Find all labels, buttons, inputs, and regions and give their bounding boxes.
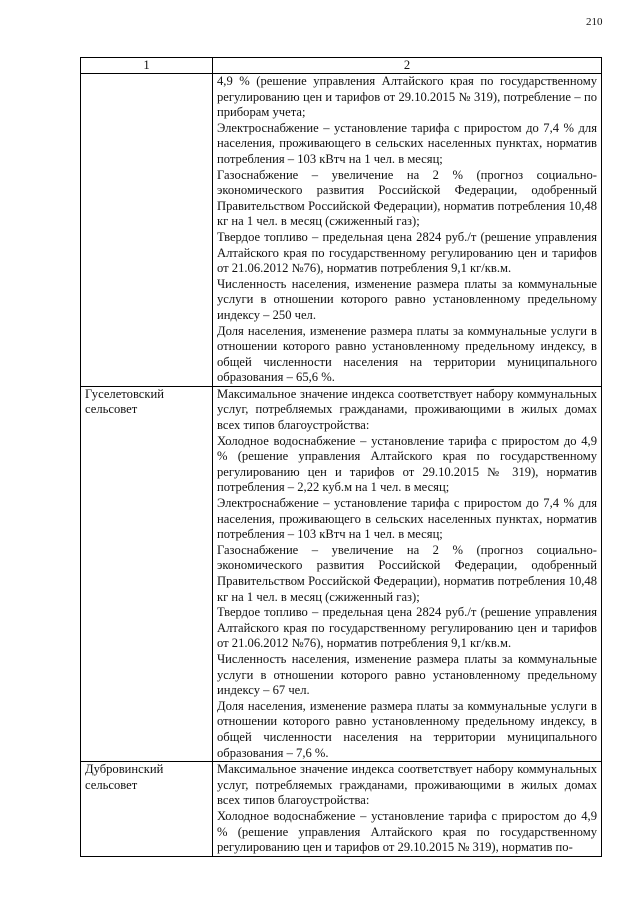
municipality-name: Дубровинский сельсовет	[81, 762, 213, 857]
paragraph: Доля населения, изменение размера платы за коммунальные услуги в отношении которого равно установленному предельному индексу, в общей численности населения на территории муниципального образования – 7,6 %.	[217, 698, 597, 760]
table-row	[81, 762, 602, 857]
paragraph: Максимальное значение индекса соответствует набору коммунальных услуг, потребляемых гражданами, проживающими в жилых домах всех типов благоустройства:	[217, 386, 597, 433]
row-description	[213, 762, 602, 857]
paragraph: Твердое топливо – предельная цена 2824 руб./т (решение управления Алтайского края по государственному регулированию цен и тарифов от 21.06.2012 №76), норматив потребления 9,1 кг/кв.м.	[217, 229, 597, 276]
column-header-2: 2	[213, 58, 602, 74]
paragraph: 4,9 % (решение управления Алтайского края по государственному регулированию цен и тарифов от 29.10.2015 № 319), потребление – по приборам учета;	[217, 74, 597, 120]
index-table	[80, 57, 602, 857]
paragraph: Холодное водоснабжение – установление тарифа с приростом до 4,9 % (решение управления Алтайского края по государственному регулированию цен и тарифов от 29.10.2015 № 319), норматив потребления – 2,22 куб.м на 1 чел. в месяц;	[217, 433, 597, 495]
row-description	[213, 74, 602, 387]
paragraph: Численность населения, изменение размера платы за коммунальные услуги в отношении которого равно установленному предельному индексу – 250 чел.	[217, 276, 597, 322]
paragraph: Электроснабжение – установление тарифа с приростом до 7,4 % для населения, проживающего в сельских населенных пунктах, норматив потребления – 103 кВтч на 1 чел. в месяц;	[217, 120, 597, 166]
municipality-name: Гуселетовский сельсовет	[81, 386, 213, 761]
table-header-row	[81, 58, 602, 74]
paragraph: Электроснабжение – установление тарифа с приростом до 7,4 % для населения, проживающего в сельских населенных пунктах, норматив потребления – 103 кВтч на 1 чел. в месяц;	[217, 496, 597, 542]
paragraph: Твердое топливо – предельная цена 2824 руб./т (решение управления Алтайского края по государственному регулированию цен и тарифов от 21.06.2012 №76), норматив потребления 9,1 кг/кв.м.	[217, 605, 597, 651]
page-number: 210	[586, 16, 603, 28]
paragraph: Газоснабжение – увеличение на 2 % (прогноз социально-экономического развития Российской Федерации, одобренный Правительством Российской Федерации), норматив потребления 10,48 кг на 1 чел. в месяц (сжиженный газ);	[217, 167, 597, 229]
table-row	[81, 386, 602, 761]
paragraph: Численность населения, изменение размера платы за коммунальные услуги в отношении которого равно установленному предельному индексу – 67 чел.	[217, 651, 597, 698]
municipality-name	[81, 74, 213, 387]
paragraph: Доля населения, изменение размера платы за коммунальные услуги в отношении которого равно установленному предельному индексу, в общей численности населения на территории муниципального образования – 65,6 %.	[217, 323, 597, 385]
paragraph: Газоснабжение – увеличение на 2 % (прогноз социально-экономического развития Российской Федерации, одобренный Правительством Российской Федерации), норматив потребления 10,48 кг на 1 чел. в месяц (сжиженный газ);	[217, 542, 597, 604]
table-row	[81, 74, 602, 387]
paragraph: Максимальное значение индекса соответствует набору коммунальных услуг, потребляемых гражданами, проживающими в жилых домах всех типов благоустройства:	[217, 762, 597, 808]
row-description	[213, 386, 602, 761]
column-header-1: 1	[81, 58, 213, 74]
paragraph: Холодное водоснабжение – установление тарифа с приростом до 4,9 % (решение управления Алтайского края по государственному регулированию цен и тарифов от 29.10.2015 № 319), норматив по-	[217, 808, 597, 855]
